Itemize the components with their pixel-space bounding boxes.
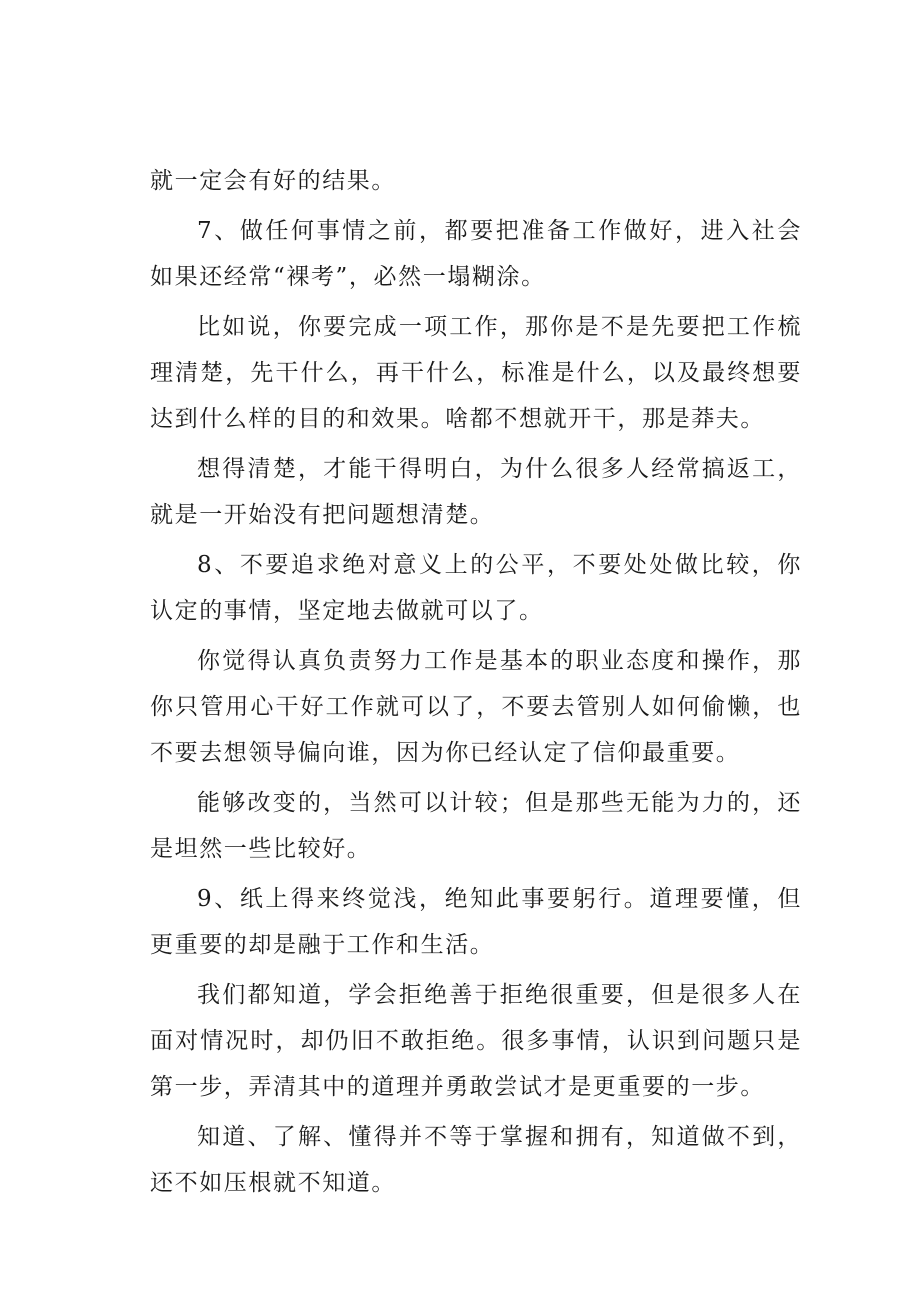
document-body <box>150 158 802 1210</box>
paragraph: 比如说，你要完成一项工作，那你是不是先要把工作梳理清楚，先干什么，再干什么，标准是什么，以及最终想要达到什么样的目的和效果。啥都不想就开干，那是莽夫。 <box>150 314 802 432</box>
paragraph: 知道、了解、懂得并不等于掌握和拥有，知道做不到，还不如压根就不知道。 <box>150 1124 802 1196</box>
paragraph: 我们都知道，学会拒绝善于拒绝很重要，但是很多人在面对情况时，却仍旧不敢拒绝。很多事情，认识到问题只是第一步，弄清其中的道理并勇敢尝试才是更重要的一步。 <box>150 982 802 1100</box>
paragraph: 就一定会有好的结果。 <box>150 168 396 194</box>
paragraph: 你觉得认真负责努力工作是基本的职业态度和操作，那你只管用心干好工作就可以了，不要去管别人如何偷懒，也不要去想领导偏向谁，因为你已经认定了信仰最重要。 <box>150 648 802 766</box>
paragraph: 想得清楚，才能干得明白，为什么很多人经常搞返工，就是一开始没有把问题想清楚。 <box>150 456 802 528</box>
paragraph: 7、做任何事情之前，都要把准备工作做好，进入社会如果还经常“裸考”，必然一塌糊涂。 <box>150 218 802 290</box>
paragraph: 8、不要追求绝对意义上的公平，不要处处做比较，你认定的事情，坚定地去做就可以了。 <box>150 552 802 624</box>
paragraph: 能够改变的，当然可以计较；但是那些无能为力的，还是坦然一些比较好。 <box>150 790 802 862</box>
paragraph: 9、纸上得来终觉浅，绝知此事要躬行。道理要懂，但更重要的却是融于工作和生活。 <box>150 886 802 958</box>
